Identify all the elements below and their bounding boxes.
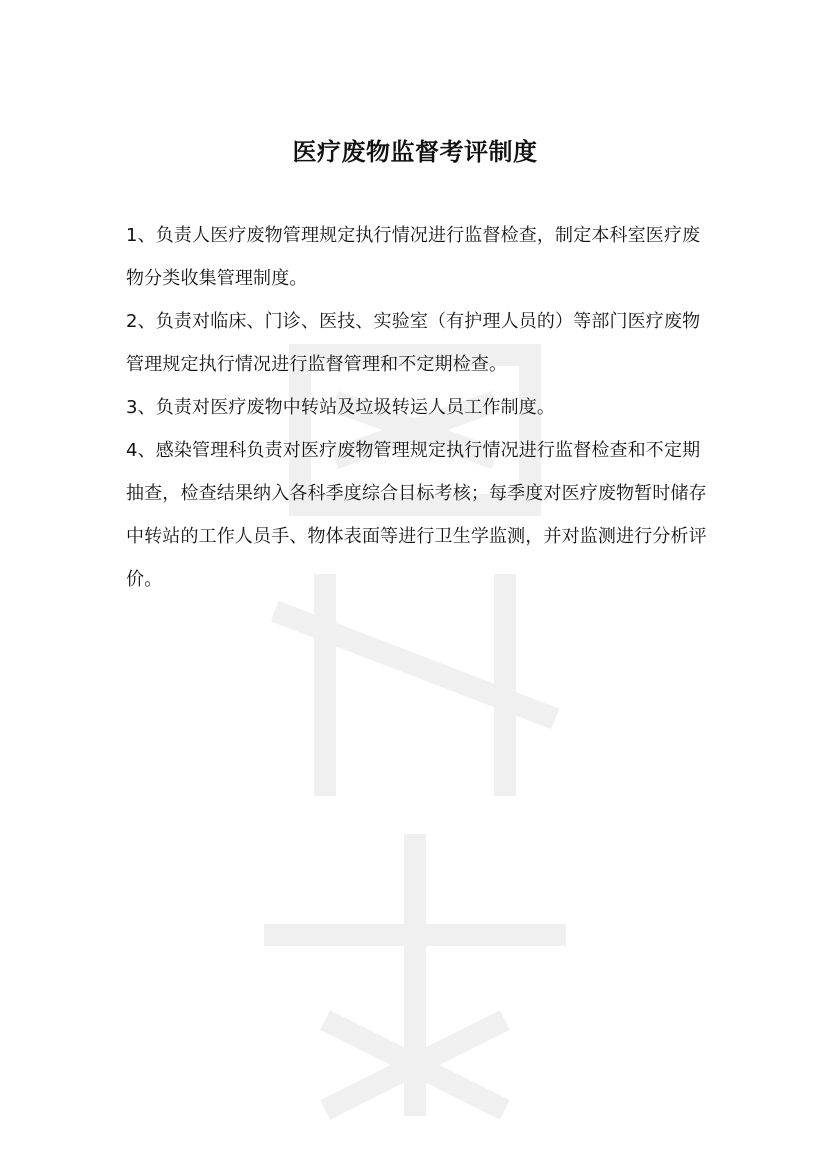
document-title: 医疗废物监督考评制度 <box>292 138 538 167</box>
paragraph-1: 1、负责人医疗废物管理规定执行情况进行监督检查，制定本科室医疗废物分类收集管理制度。 <box>126 225 701 289</box>
paragraph-3: 3、负责对医疗废物中转站及垃圾转运人员工作制度。 <box>126 397 556 418</box>
document-body <box>126 214 711 601</box>
paragraph-2: 2、负责对临床、门诊、医技、实验室（有护理人员的）等部门医疗废物管理规定执行情况进行监督管理和不定期检查。 <box>126 311 701 375</box>
paragraph-4: 4、感染管理科负责对医疗废物管理规定执行情况进行监督检查和不定期抽查，检查结果纳入各科季度综合目标考核；每季度对医疗废物暂时储存中转站的工作人员手、物体表面等进行卫生学监测，并对监测进行分析评价。 <box>126 440 707 590</box>
